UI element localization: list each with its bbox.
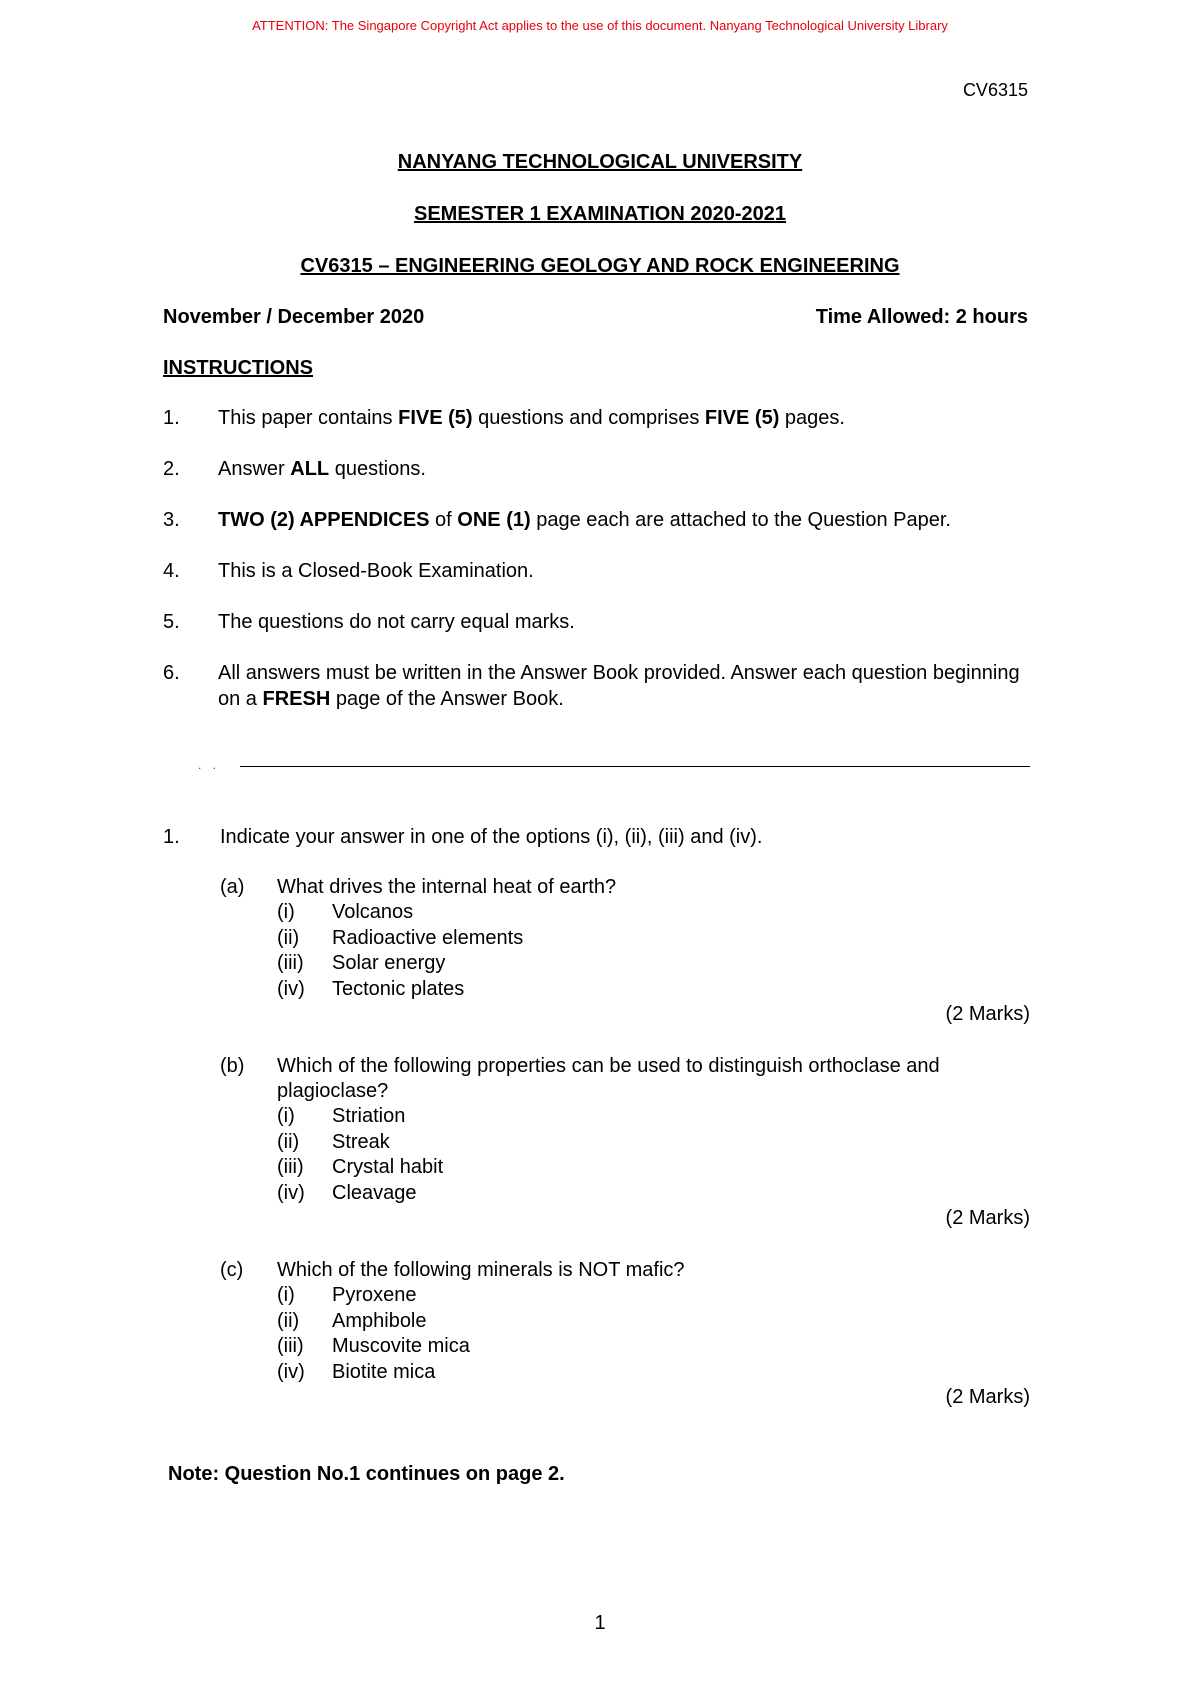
instruction-bold: ONE (1)	[457, 509, 531, 531]
option-text: Tectonic plates	[332, 977, 465, 1000]
option-text: Cleavage	[332, 1181, 417, 1204]
instruction-number: 3.	[163, 509, 180, 531]
option-number: (ii)	[277, 1130, 300, 1153]
instruction-text: page each are attached to the Question Paper.	[530, 509, 951, 531]
question-1-prompt: Indicate your answer in one of the options (i), (ii), (iii) and (iv).	[220, 826, 763, 848]
instruction-item	[163, 507, 1028, 533]
options-list	[277, 1104, 443, 1206]
option-item	[277, 926, 523, 952]
option-item	[277, 1309, 470, 1335]
marks-label: (2 Marks)	[945, 1003, 1030, 1025]
option-number: (iii)	[277, 1156, 304, 1178]
option-item	[277, 1283, 470, 1309]
options-list	[277, 1283, 470, 1385]
option-number: (iii)	[277, 952, 304, 974]
instruction-number: 2.	[163, 458, 180, 480]
instructions-title: INSTRUCTIONS	[163, 357, 313, 379]
instruction-item	[163, 405, 1028, 431]
part-label: (a)	[220, 876, 245, 898]
university-title: NANYANG TECHNOLOGICAL UNIVERSITY	[397, 151, 803, 173]
question-part-a	[220, 874, 1030, 1014]
instruction-bold: TWO (2) APPENDICES	[218, 509, 430, 531]
instruction-number: 1.	[163, 407, 180, 429]
instruction-bold: FRESH	[262, 688, 331, 710]
instructions-list	[163, 405, 1028, 737]
part-label: (b)	[220, 1055, 245, 1077]
option-item	[277, 900, 523, 926]
section-divider	[240, 766, 1030, 767]
instruction-item	[163, 456, 1028, 482]
question-1-number: 1.	[163, 826, 180, 848]
option-number: (iv)	[277, 1360, 305, 1383]
copyright-notice: ATTENTION: The Singapore Copyright Act applies to the use of this document. Nanyang Technological University Library	[252, 18, 948, 33]
part-text: Which of the following properties can be used to distinguish orthoclase and	[277, 1055, 940, 1077]
option-text: Crystal habit	[332, 1156, 444, 1178]
option-item	[277, 977, 523, 1003]
option-item	[277, 1130, 443, 1156]
part-text: Which of the following minerals is NOT mafic?	[277, 1259, 685, 1281]
option-text: Radioactive elements	[332, 926, 524, 949]
option-item	[277, 1181, 443, 1207]
time-allowed: Time Allowed: 2 hours	[815, 306, 1028, 328]
question-part-c	[220, 1257, 1030, 1397]
option-number: (i)	[277, 901, 295, 923]
marks-label: (2 Marks)	[945, 1207, 1030, 1229]
instruction-bold: FIVE (5)	[704, 407, 780, 429]
instruction-text: of	[429, 509, 458, 531]
instruction-item	[163, 609, 1028, 635]
instruction-text: page of the Answer Book.	[330, 688, 564, 710]
option-number: (i)	[277, 1105, 295, 1127]
part-text: What drives the internal heat of earth?	[277, 876, 617, 898]
instruction-text: This is a Closed-Book Examination.	[218, 560, 534, 582]
option-text: Amphibole	[332, 1309, 427, 1332]
option-item	[277, 1155, 443, 1181]
instruction-number: 4.	[163, 560, 180, 582]
part-text-continued: plagioclase?	[277, 1080, 389, 1102]
option-text: Volcanos	[332, 901, 414, 923]
instruction-bold: FIVE (5)	[398, 407, 473, 429]
option-number: (i)	[277, 1284, 295, 1306]
instruction-text: Answer	[218, 458, 291, 480]
course-code: CV6315	[962, 80, 1028, 100]
instruction-text: All answers must be written in the Answer Book provided. Answer each question beginning on a	[218, 662, 1020, 710]
option-number: (ii)	[277, 1309, 300, 1332]
option-number: (iii)	[277, 1335, 304, 1357]
question-part-b	[220, 1053, 1030, 1213]
option-item	[277, 1104, 443, 1130]
option-text: Muscovite mica	[332, 1335, 470, 1357]
option-number: (iv)	[277, 1181, 305, 1204]
instruction-item	[163, 558, 1028, 584]
option-item	[277, 1360, 470, 1386]
option-text: Striation	[332, 1105, 406, 1127]
options-list	[277, 900, 523, 1002]
option-number: (iv)	[277, 977, 305, 1000]
instruction-number: 6.	[163, 662, 180, 684]
page-number: 1	[594, 1612, 606, 1634]
part-label: (c)	[220, 1259, 244, 1281]
instruction-number: 5.	[163, 611, 180, 633]
instruction-text: The questions do not carry equal marks.	[218, 611, 575, 633]
exam-title: SEMESTER 1 EXAMINATION 2020-2021	[414, 203, 786, 225]
instruction-text: This paper contains	[218, 407, 399, 429]
instruction-text: questions.	[329, 458, 426, 480]
continuation-note: Note: Question No.1 continues on page 2.	[168, 1463, 565, 1485]
option-item	[277, 951, 523, 977]
marks-label: (2 Marks)	[945, 1386, 1030, 1408]
instruction-text: questions and comprises	[472, 407, 705, 429]
instruction-text: pages.	[779, 407, 845, 429]
course-title: CV6315 – ENGINEERING GEOLOGY AND ROCK ENGINEERING	[300, 255, 900, 277]
exam-date: November / December 2020	[163, 306, 425, 328]
divider-dots: . .	[198, 758, 221, 772]
instruction-item	[163, 660, 1028, 712]
option-text: Pyroxene	[332, 1284, 417, 1306]
option-text: Biotite mica	[332, 1360, 436, 1383]
option-number: (ii)	[277, 926, 300, 949]
instruction-bold: ALL	[290, 458, 330, 480]
option-text: Solar energy	[332, 952, 446, 974]
option-item	[277, 1334, 470, 1360]
option-text: Streak	[332, 1130, 390, 1153]
